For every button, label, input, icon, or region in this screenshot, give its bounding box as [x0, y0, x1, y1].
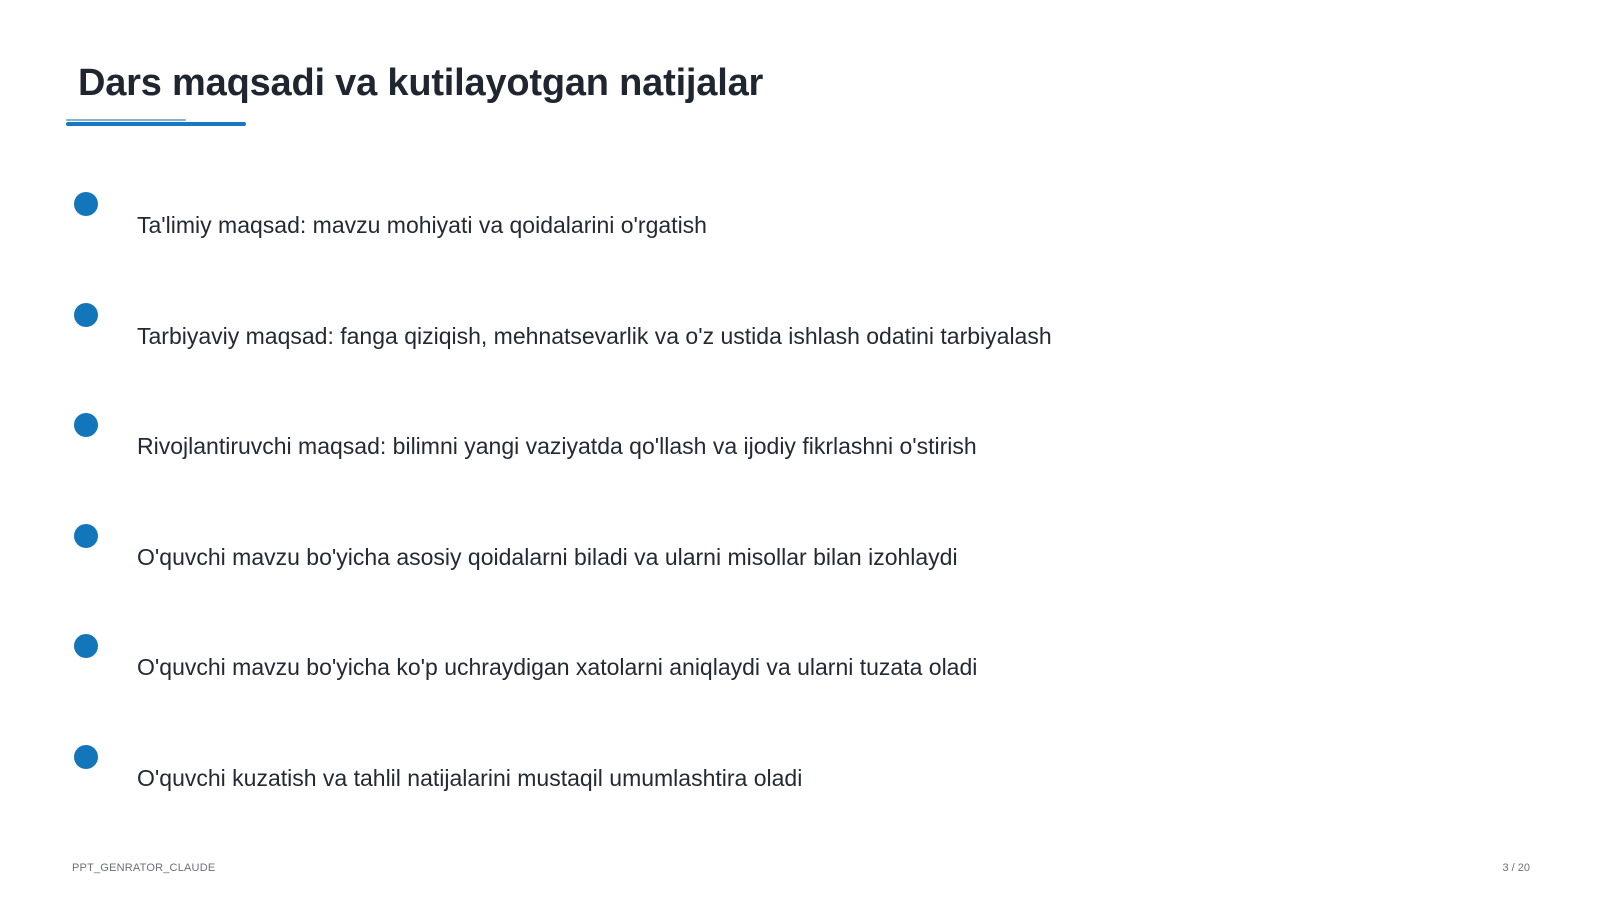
bullet-dot-icon: [74, 745, 98, 769]
bullet-dot-icon: [74, 634, 98, 658]
bullet-dot-icon: [74, 303, 98, 327]
title-underline-accent: [66, 119, 186, 121]
list-item: [0, 303, 1300, 363]
footer-source: PPT_GENRATOR_CLAUDE: [72, 862, 216, 874]
list-item: [0, 634, 1300, 694]
list-item: [0, 192, 1300, 252]
list-item: [0, 745, 1300, 805]
list-item: [0, 413, 1300, 473]
bullet-dot-icon: [74, 413, 98, 437]
bullet-text: O'quvchi mavzu bo'yicha ko'p uchraydigan xatolarni aniqlaydi va ularni tuzata oladi: [137, 654, 978, 680]
page-indicator: 3 / 20: [1502, 862, 1530, 874]
bullet-text: Rivojlantiruvchi maqsad: bilimni yangi vaziyatda qo'llash va ijodiy fikrlashni o'stirish: [137, 433, 977, 459]
title-underline: [66, 122, 246, 126]
bullet-text: Tarbiyaviy maqsad: fanga qiziqish, mehnatsevarlik va o'z ustida ishlash odatini tarbiyalash: [137, 323, 1052, 349]
bullet-dot-icon: [74, 192, 98, 216]
bullet-dot-icon: [74, 524, 98, 548]
bullet-text: O'quvchi kuzatish va tahlil natijalarini mustaqil umumlashtira oladi: [137, 765, 803, 791]
bullet-text: O'quvchi mavzu bo'yicha asosiy qoidalarni biladi va ularni misollar bilan izohlaydi: [137, 544, 958, 570]
list-item: [0, 524, 1300, 584]
slide-title: Dars maqsadi va kutilayotgan natijalar: [78, 62, 764, 104]
bullet-text: Ta'limiy maqsad: mavzu mohiyati va qoidalarini o'rgatish: [137, 212, 707, 238]
